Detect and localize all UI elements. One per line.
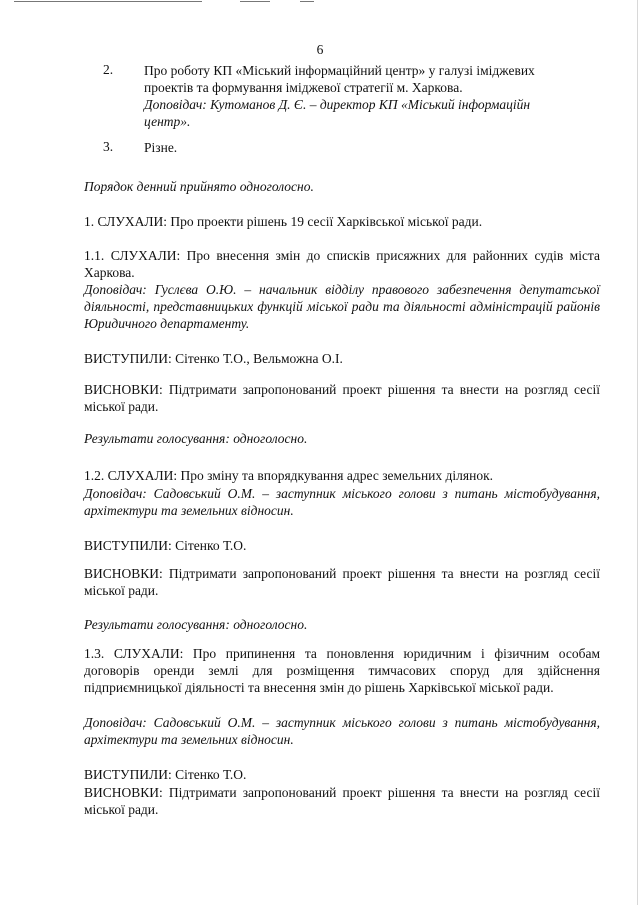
agenda-item-2-text: Про роботу КП «Міський інформаційний центр» у галузі іміджевих xyxy=(144,63,535,78)
agenda-item-2-speaker: центр». xyxy=(144,114,191,129)
section-1-2-conclusion: ВИСНОВКИ: Підтримати запропонований проект рішення та внести на розгляд сесії міської ради. xyxy=(84,566,600,598)
section-1-2-vote: Результати голосування: одноголосно. xyxy=(84,617,308,632)
section-1-2-speaker: Доповідач: Садовський О.М. – заступник міського голови з питань містобудування, архітектури та земельних відносин. xyxy=(84,486,600,518)
agenda-item-2-speaker: Доповідач: Кутоманов Д. Є. – директор КП «Міський інформаційн xyxy=(144,97,531,112)
section-1-2-heard: 1.2. СЛУХАЛИ: Про зміну та впорядкування адрес земельних ділянок. xyxy=(84,468,494,483)
agenda-item-3-number: 3. xyxy=(103,139,114,154)
section-1-1-spoke: ВИСТУПИЛИ: Сітенко Т.О., Вельможна О.І. xyxy=(84,351,343,366)
agenda-approved-note: Порядок денний прийнято одноголосно. xyxy=(84,179,314,194)
scan-edge-line xyxy=(300,1,314,2)
page-number: 6 xyxy=(316,42,324,57)
section-1-2-spoke: ВИСТУПИЛИ: Сітенко Т.О. xyxy=(84,538,247,553)
section-1-3-spoke: ВИСТУПИЛИ: Сітенко Т.О. xyxy=(84,767,247,782)
section-1-3-conclusion: ВИСНОВКИ: Підтримати запропонований проект рішення та внести на розгляд сесії міської ради. xyxy=(84,785,600,817)
section-1-1-speaker: Доповідач: Гуслєва О.Ю. – начальник відділу правового забезпечення депутатської діяльності, представницьких функцій міської ради та діяльності адміністрацій районів Юридичного департаменту. xyxy=(84,282,600,331)
section-1-1-vote: Результати голосування: одноголосно. xyxy=(84,431,308,446)
section-1-1-heard: 1.1. СЛУХАЛИ: Про внесення змін до списків присяжних для районних судів міста Харкова. xyxy=(84,248,600,280)
scan-side-edge xyxy=(637,0,638,905)
agenda-item-2-text: проектів та формування іміджевої стратегії м. Харкова. xyxy=(144,80,463,95)
agenda-item-2 xyxy=(144,62,600,130)
section-1-heard: 1. СЛУХАЛИ: Про проекти рішень 19 сесії Харківської міської ради. xyxy=(84,214,483,229)
agenda-item-3-text: Різне. xyxy=(144,140,178,155)
section-1-3-speaker: Доповідач: Садовський О.М. – заступник міського голови з питань містобудування, архітектури та земельних відносин. xyxy=(84,715,600,747)
scan-edge-line xyxy=(14,1,202,2)
scan-edge-line xyxy=(240,1,270,2)
section-1-1-conclusion: ВИСНОВКИ: Підтримати запропонований проект рішення та внести на розгляд сесії міської ради. xyxy=(84,382,600,414)
section-1-3-heard: 1.3. СЛУХАЛИ: Про припинення та поновлення юридичним і фізичним особам договорів оренди землі для розміщення тимчасових споруд для здійснення підприємницької діяльності та внесення змін до рішень Харківської міської ради. xyxy=(84,646,600,695)
agenda-item-2-number: 2. xyxy=(103,62,114,77)
